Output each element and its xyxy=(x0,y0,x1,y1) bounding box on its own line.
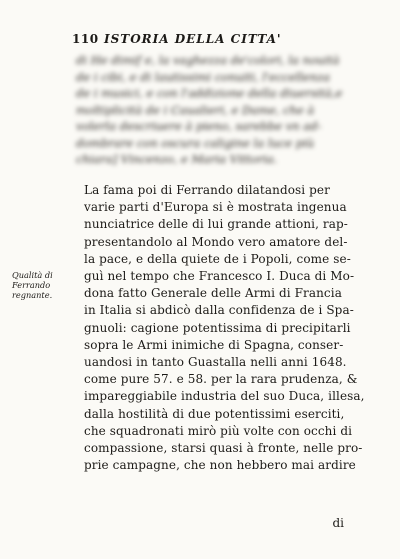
body-line: come pure 57. e 58. per la rara prudenza, & xyxy=(84,372,358,387)
body-line: compassione, starsi quasi à fronte, nelle pro- xyxy=(84,441,363,456)
body-line: guì nel tempo che Francesco I. Duca di Mo- xyxy=(84,269,355,284)
body-line: nunciatrice delle di lui grande attioni, rap- xyxy=(84,217,348,232)
marginal-note-line: Ferrando xyxy=(12,280,51,290)
catchword: di xyxy=(332,516,344,530)
body-line: varie parti d'Europa si è mostrata ingenua xyxy=(84,200,347,215)
marginal-note-line: Qualità di xyxy=(12,270,53,280)
body-line: gnuoli: cagione potentissima di precipitarli xyxy=(84,320,351,335)
body-line: che squadronati mirò più volte con occhi di xyxy=(84,423,353,438)
body-line: la pace, e della quiete de i Popoli, come se- xyxy=(84,251,351,266)
body-line: presentandolo al Mondo vero amatore del- xyxy=(84,234,348,249)
body-line: uandosi in tanto Guastalla nelli anni 1648. xyxy=(84,355,347,370)
blurred-line: de i cibi, e di lautissimi conuiti, l'eccellenza xyxy=(76,69,331,84)
body-paragraph xyxy=(84,182,365,474)
blurred-line: di He dimif e, la vaghezza de'colori, la nouità xyxy=(76,53,340,67)
running-title: ISTORIA DELLA CITTA' xyxy=(104,32,282,46)
body-line: sopra le Armi inimiche di Spagna, conser- xyxy=(84,337,344,352)
blurred-paragraph xyxy=(76,52,356,168)
page-number: 110 xyxy=(72,32,99,46)
body-line: in Italia si abdicò dalla confidenza de i Spa- xyxy=(84,303,354,318)
blurred-line: chiara] Vincenzo, e Maria Vittoria. xyxy=(76,152,278,166)
page-header xyxy=(72,32,332,52)
body-line: dona fatto Generale delle Armi di Francia xyxy=(84,286,342,301)
body-line: impareggiabile industria del suo Duca, illesa, xyxy=(84,389,365,404)
blurred-line: moltiplicità de i Caualieri, e Dame, che à xyxy=(76,102,315,117)
blurred-line: de i musici, e con l'addizione della diuersità,e xyxy=(76,86,343,100)
body-line: dalla hostilità di due potentissimi eserciti, xyxy=(84,406,345,421)
blurred-line: volerla descriuere à pieno, sarebbe vn ad- xyxy=(76,119,322,133)
blurred-line: dombrare con oscura caligine la luce più xyxy=(76,135,315,150)
marginal-note-line: regnante. xyxy=(12,290,53,300)
marginal-note xyxy=(12,270,72,300)
body-line: prie campagne, che non hebbero mai ardire xyxy=(84,458,356,473)
body-line: La fama poi di Ferrando dilatandosi per xyxy=(84,183,330,197)
